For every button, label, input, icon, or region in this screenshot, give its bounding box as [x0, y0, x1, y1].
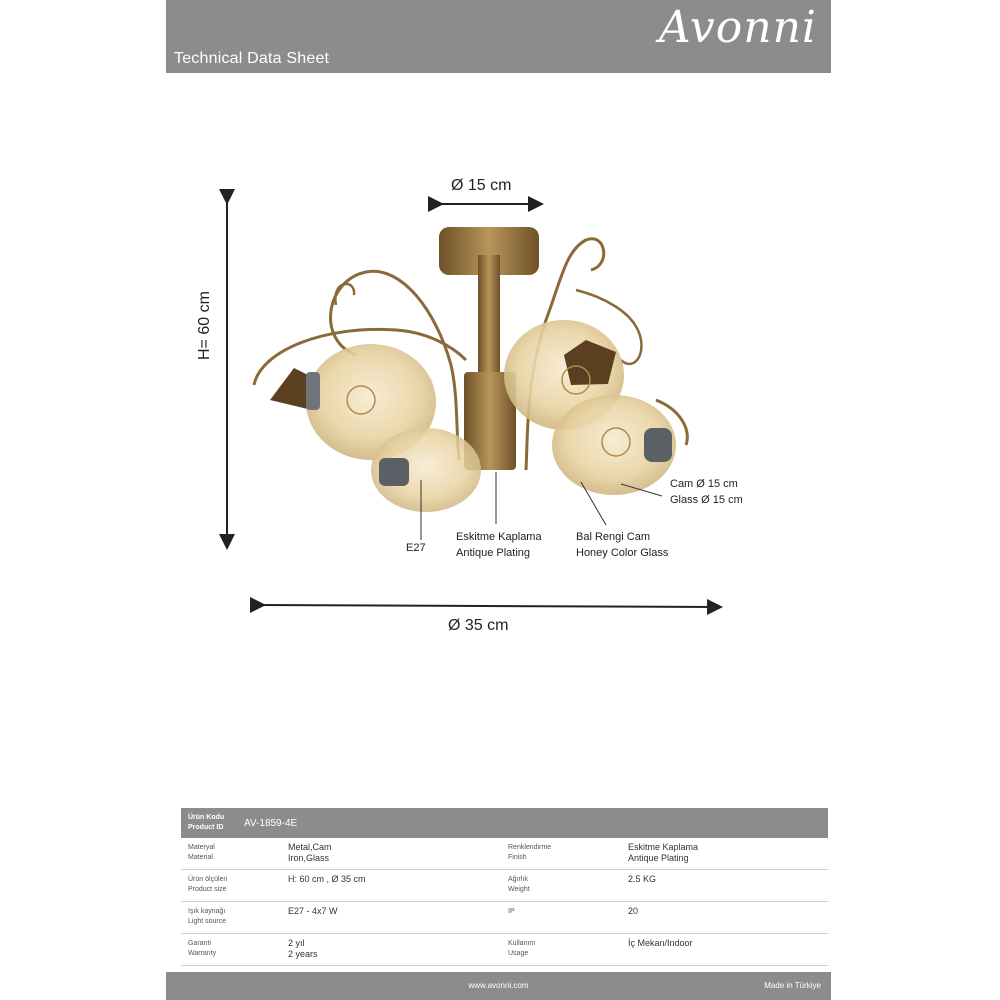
spec-label-line: Ürün ölçüleri: [188, 876, 228, 883]
spec-value: [288, 874, 366, 885]
product-drawing: [166, 0, 831, 800]
spec-header-row: [181, 808, 828, 838]
footer-bar: [166, 972, 831, 1000]
spec-label: [188, 907, 226, 927]
spec-label-line: Finish: [508, 854, 527, 861]
spec-row: [181, 870, 828, 902]
spec-label-line: Light source: [188, 918, 227, 925]
product-id-value: AV-1859-4E: [244, 818, 298, 829]
product-id-label: [188, 813, 224, 833]
glass-size-tr: Cam Ø 15 cm: [670, 478, 738, 490]
spec-label-line: Materyal: [188, 844, 215, 851]
spec-label-line: Ağırlık: [508, 876, 528, 883]
glass-size-en: Glass Ø 15 cm: [670, 494, 743, 506]
height-label: H= 60 cm: [196, 291, 213, 360]
spec-label-line: Renklendirme: [508, 844, 552, 851]
glass-color-en: Honey Color Glass: [576, 547, 669, 559]
spec-label: [508, 907, 515, 917]
spec-value-line: Antique Plating: [628, 853, 689, 863]
spec-row: [181, 902, 828, 934]
spec-label: [188, 939, 216, 959]
finish-tr: Eskitme Kaplama: [456, 531, 542, 543]
data-sheet: [166, 0, 831, 1000]
glass-color-tr: Bal Rengi Cam: [576, 531, 650, 543]
spec-value-line: 20: [628, 906, 639, 916]
spec-value: [628, 874, 656, 885]
spec-label: [508, 843, 551, 863]
page-title: Technical Data Sheet: [174, 50, 330, 67]
spec-label-line: Material: [188, 854, 213, 861]
glass-size-callout: [670, 476, 743, 508]
spec-row: [181, 838, 828, 870]
spec-value-line: 2 yıl: [288, 938, 305, 948]
spec-label-line: Garanti: [188, 940, 211, 947]
spec-label-line: Kullanım: [508, 940, 536, 947]
spec-label-line: Product size: [188, 886, 227, 893]
spec-label-line: Usage: [508, 950, 529, 957]
spec-label-line: Işık kaynağı: [188, 908, 226, 915]
spec-label-line: Weight: [508, 886, 530, 893]
spec-value-line: Iron,Glass: [288, 853, 330, 863]
socket-callout: E27: [406, 542, 426, 554]
spec-rows: [181, 838, 828, 966]
spec-label: [188, 875, 227, 895]
product-id-label-en: Product ID: [188, 824, 224, 831]
spec-value-line: İç Mekan/Indoor: [628, 938, 693, 948]
width-dimension-line: [258, 605, 715, 607]
brand-logo: Avonni: [658, 2, 817, 53]
website-link[interactable]: www.avonni.com: [468, 981, 529, 990]
made-in-label: Made in Türkiye: [764, 981, 821, 990]
product-id-label-tr: Ürün Kodu: [188, 814, 225, 821]
spec-value-line: Eskitme Kaplama: [628, 842, 699, 852]
spec-value: [288, 906, 338, 917]
spec-table: [181, 808, 828, 966]
spec-label: [508, 875, 530, 895]
spec-label-line: Warranty: [188, 950, 217, 957]
spec-label: [508, 939, 535, 959]
chandelier-illustration: [254, 227, 687, 512]
spec-value-line: 2 years: [288, 949, 318, 959]
finish-callout: [456, 529, 542, 561]
spec-value: [288, 938, 318, 960]
spec-value: [628, 938, 693, 949]
spec-value: [628, 842, 698, 864]
spec-label-line: IP: [508, 908, 515, 915]
spec-row: [181, 934, 828, 966]
width-diameter-label: Ø 35 cm: [448, 617, 509, 634]
spec-value-line: Metal,Cam: [288, 842, 332, 852]
spec-value: [288, 842, 332, 864]
spec-label: [188, 843, 215, 863]
spec-value-line: H: 60 cm , Ø 35 cm: [288, 874, 366, 884]
spec-value-line: E27 - 4x7 W: [288, 906, 338, 916]
spec-value-line: 2.5 KG: [628, 874, 657, 884]
spec-value: [628, 906, 638, 917]
glass-color-callout: [576, 529, 668, 561]
finish-en: Antique Plating: [456, 547, 530, 559]
canopy-diameter-label: Ø 15 cm: [451, 177, 512, 194]
